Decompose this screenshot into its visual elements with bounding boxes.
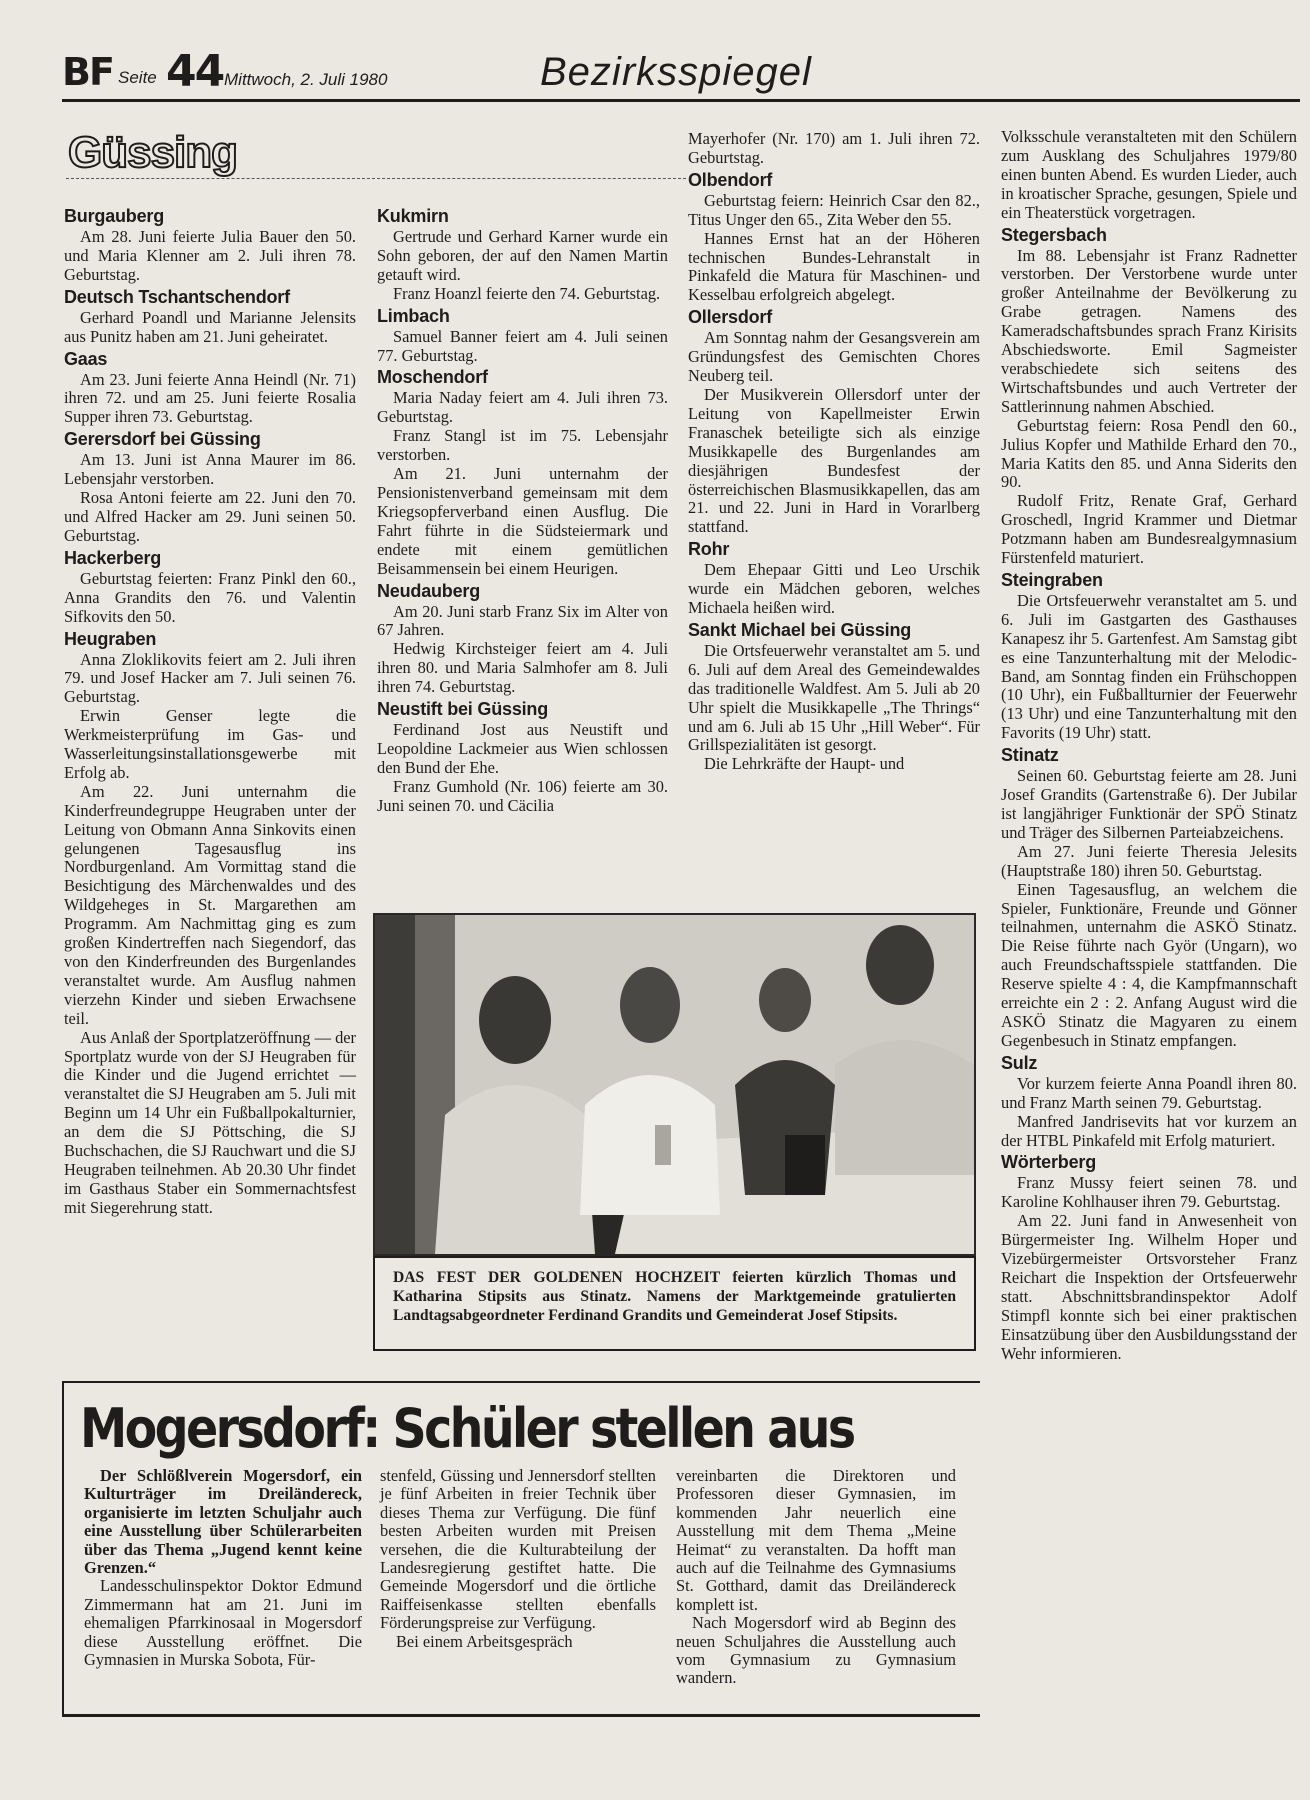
news-item: Rudolf Fritz, Renate Graf, Gerhard Groschedl, Ingrid Krammer und Dietmar Potzmann haben am Bundesrealgymnasium Fürstenfeld maturiert. bbox=[1001, 491, 1297, 568]
news-item: Die Ortsfeuerwehr veranstaltet am 5. und 6. Juli auf dem Areal des Gemeindewaldes das traditionelle Waldfest. Am 5. Juli ab 20 Uhr spielt die Musikkapelle „The Thrings“ und am 6. Juli ab 15 Uhr „Hill Weber“. Für Grillspezialitäten ist gesorgt. bbox=[688, 640, 980, 755]
place-heading: Gerersdorf bei Güssing bbox=[64, 429, 261, 450]
place-heading: Moschendorf bbox=[377, 367, 488, 388]
news-item: Vor kurzem feierte Anna Poandl ihren 80. und Franz Marth seinen 79. Geburtstag. bbox=[1001, 1073, 1297, 1112]
news-item: Franz Mussy feiert seinen 78. und Karoline Kohlhauser ihren 79. Geburtstag. bbox=[1001, 1173, 1297, 1212]
paper-logo: BF bbox=[62, 50, 113, 94]
place-heading: Sulz bbox=[1001, 1052, 1038, 1073]
photo-image bbox=[375, 915, 974, 1254]
place-heading: Heugraben bbox=[64, 628, 157, 649]
article-column-3 bbox=[676, 1467, 956, 1688]
news-item: Am 23. Juni feierte Anna Heindl (Nr. 71) ihren 72. und am 25. Juni feierte Rosalia Supper ihren 73. Geburtstag. bbox=[64, 369, 356, 427]
region-heading: Güssing bbox=[68, 128, 238, 177]
news-item: Geburtstag feiern: Rosa Pendl den 60., Julius Kopfer und Mathilde Erhard den 70., Maria Katits den 85. und Anna Siderits den 90. bbox=[1001, 415, 1297, 492]
place-heading: Neustift bei Güssing bbox=[377, 699, 549, 720]
article-paragraph: Bei einem Arbeitsgespräch bbox=[396, 1631, 573, 1651]
place-heading: Stinatz bbox=[1001, 745, 1059, 766]
news-item: Am 21. Juni unternahm der Pensionistenverband gemeinsam mit dem Kriegsopferverband einen Ausflug. Die Fahrt führte in die Südsteiermark und endete mit einem gemütlichen Beisammensein bei einem Heurigen. bbox=[377, 464, 668, 578]
masthead bbox=[62, 46, 1302, 102]
place-heading: Olbendorf bbox=[688, 169, 773, 190]
section-title: Bezirksspiegel bbox=[540, 50, 812, 94]
news-item: Der Musikverein Ollersdorf unter der Leitung von Kapellmeister Erwin Franaschek beteiligte sich als einzige Musikkapelle des Burgenlandes am diesjährigen Bundesfest der österreichischen Blasmusikkapellen, das am 21. und 22. Juni in Hard in Vorarlberg stattfand. bbox=[688, 384, 980, 537]
news-item: Die Ortsfeuerwehr veranstaltet am 5. und 6. Juli im Gastgarten des Gasthauses Kanapesz ihr 5. Gartenfest. Am Samstag gibt es eine Tanzunterhaltung mit der Melodic-Band, am Sonntag finden ein Frühschoppen (10 Uhr), ein Fußballturnier der Feuerwehr (13 Uhr) und eine Tanzunterhaltung mit den Favorits (19 Uhr) statt. bbox=[1001, 590, 1297, 743]
place-heading: Deutsch Tschantschendorf bbox=[64, 286, 290, 307]
news-item: Franz Gumhold (Nr. 106) feierte am 30. Juni seinen 70. und Cäcilia bbox=[377, 776, 668, 815]
news-item: Anna Zloklikovits feiert am 2. Juli ihren 79. und Josef Hacker am 7. Juli seinen 76. Geburtstag. bbox=[64, 649, 356, 707]
place-heading: Limbach bbox=[377, 305, 450, 326]
article-paragraph: vereinbarten die Direktoren und Professoren dieser Gymnasien, im kommenden Jahr neuerlich eine Ausstellung mit dem Thema „Meine Heimat“ zu veranstalten. Da hofft man auch auf die Teilnahme des Gymnasiums St. Gotthard, damit das Dreiländereck komplett ist. bbox=[676, 1466, 956, 1614]
region-rule bbox=[66, 178, 686, 180]
news-item: Die Lehrkräfte der Haupt- und bbox=[704, 754, 905, 774]
news-item: Aus Anlaß der Sportplatzeröffnung — der Sportplatz wurde von der SJ Heugraben für die Kinder und die Jugend errichtet — veranstaltet die SJ Heugraben am 5. Juli mit Beginn um 14 Uhr ein Fußballpokalturnier, an dem die SJ Pöttsching, die SJ Buchschachen, die SJ Rauchwart und die SJ Heugraben teilnehmen. Ab 20.30 Uhr findet im Gasthaus Staber ein Sommernachtsfest mit Siegerehrung statt. bbox=[64, 1027, 356, 1217]
place-heading: Neudauberg bbox=[377, 580, 481, 601]
place-heading: Gaas bbox=[64, 348, 108, 369]
news-item: Einen Tagesausflug, an welchem die Spieler, Funktionäre, Freunde und Gönner teilnahmen, unternahm die ASKÖ Stinatz. Die Reise führte nach Györ (Ungarn), wo auch Freundschaftsspiele stattfanden. Die Reserve spielte 4 : 4, die Kampfmannschaft erreichte ein 2 : 2. Anfang August wird die ASKÖ Stinatz die Magyaren zu einem Gegenbesuch in Stinatz empfangen. bbox=[1001, 879, 1297, 1050]
news-item: Geburtstag feiern: Heinrich Csar den 82., Titus Unger den 65., Zita Weber den 55. bbox=[688, 190, 980, 229]
place-heading: Hackerberg bbox=[64, 547, 162, 568]
mogersdorf-article bbox=[62, 1381, 980, 1717]
column-3 bbox=[688, 130, 980, 774]
news-item: Erwin Genser legte die Werkmeisterprüfung im Gas- und Wasserleitungsinstallationsgewerbe mit Erfolg ab. bbox=[64, 706, 356, 782]
news-item: Hedwig Kirchsteiger feiert am 4. Juli ihren 80. und Maria Salmhofer am 8. Juli ihren 74. Geburtstag. bbox=[377, 639, 668, 697]
news-item: Seinen 60. Geburtstag feierte am 28. Juni Josef Grandits (Gartenstraße 6). Der Jubilar ist langjähriger Funktionär der SPÖ Stinatz und Träger des Silbernen Parteiabzeichens. bbox=[1001, 766, 1297, 842]
news-item: Gertrude und Gerhard Karner wurde ein Sohn geboren, der auf den Namen Martin getauft wird. bbox=[377, 227, 668, 284]
news-item: Am 28. Juni feierte Julia Bauer den 50. und Maria Klenner am 2. Juli ihren 78. Geburtstag. bbox=[64, 227, 356, 284]
news-item: Dem Ehepaar Gitti und Leo Urschik wurde ein Mädchen geboren, welches Michaela heißen wird. bbox=[688, 560, 980, 618]
news-item: Am 22. Juni fand in Anwesenheit von Bürgermeister Ing. Wilhelm Hoper und Vizebürgermeister Ortsvorsteher Franz Reichart die Inspektion der Ortsfeuerwehr statt. Abschnittsbrandinspektor Adolf Stimpfl konnte sich bei einer praktischen Einsatzübung über den Ausbildungsstand der Wehr informieren. bbox=[1001, 1211, 1297, 1363]
news-item: Am Sonntag nahm der Gesangsverein am Gründungsfest des Gemischten Chores Neuberg teil. bbox=[688, 328, 980, 386]
place-heading: Wörterberg bbox=[1001, 1152, 1097, 1173]
place-heading: Steingraben bbox=[1001, 569, 1103, 590]
news-item: Am 13. Juni ist Anna Maurer im 86. Lebensjahr verstorben. bbox=[64, 450, 356, 489]
news-item: Hannes Ernst hat an der Höheren technischen Bundes-Lehranstalt in Pinkafeld die Matura für Maschinen- und Kesselbau erfolgreich abgelegt. bbox=[688, 228, 980, 305]
news-item: Franz Hoanzl feierte den 74. Geburtstag. bbox=[393, 283, 661, 303]
news-item: Im 88. Lebensjahr ist Franz Radnetter verstorben. Der Verstorbene wurde unter großer Anteilnahme der Bevölkerung zu Grabe getragen. Namens des Kameradschaftsbundes sprach Franz Kirisits Abschiedsworte. Emil Sagmeister verabschiedete sich seitens des Wirtschaftsbundes und auch Vertreter der Sattlerinnung nahmen Abschied. bbox=[1001, 245, 1297, 416]
news-item: Franz Stangl ist im 75. Lebensjahr verstorben. bbox=[377, 426, 668, 465]
column-4 bbox=[1001, 128, 1297, 1363]
article-column-2 bbox=[380, 1467, 656, 1651]
place-heading: Kukmirn bbox=[377, 206, 449, 226]
column-2 bbox=[377, 204, 668, 816]
news-item: Am 22. Juni unternahm die Kinderfreundegruppe Heugraben unter der Leitung von Obmann Anna Sinkovits einen gelungenen Tagesausflug ins Nordburgenland. Am Vormittag stand die Besichtigung des Märchenwaldes und des Wildgeheges in St. Margarethen am Programm. Am Nachmittag ging es zum großen Kindertreffen nach Siegendorf, das von den Kinderfreunden des Burgenlandes veranstaltet wurde. Am Ausflug nahmen vierzehn Kinder und sieben Erwachsene teil. bbox=[64, 781, 356, 1028]
news-item: Manfred Jandrisevits hat vor kurzem an der HTBL Pinkafeld mit Erfolg maturiert. bbox=[1001, 1111, 1297, 1150]
photo-caption: DAS FEST DER GOLDENEN HOCHZEIT feierten kürzlich Thomas und Katharina Stipsits aus Stinatz. Namens der Marktgemeinde gratulierten Landtagsabgeordneter Ferdinand Grandits und Gemeinderat Josef Stipsits. bbox=[373, 1256, 976, 1351]
news-item: Am 20. Juni starb Franz Six im Alter von 67 Jahren. bbox=[377, 601, 668, 640]
article-paragraph: Landesschulinspektor Doktor Edmund Zimmermann hat am 21. Juni im ehemaligen Pfarrkinosaal in Mogersdorf diese Ausstellung eröffnet. Die Gymnasien in Murska Sobota, Für- bbox=[84, 1576, 362, 1670]
news-item: Geburtstag feierten: Franz Pinkl den 60., Anna Grandits den 76. und Valentin Sifkovits den 50. bbox=[64, 568, 356, 626]
article-column-1 bbox=[84, 1467, 362, 1669]
page-number: 44 bbox=[166, 46, 224, 97]
place-heading: Rohr bbox=[688, 539, 730, 560]
news-item: Volksschule veranstalteten mit den Schülern zum Ausklang des Schuljahres 1979/80 einen bunten Abend. Es wurden Lieder, auch in kroatischer Sprache, gesungen, Spiele und ein Theaterstück vorgetragen. bbox=[1001, 127, 1297, 222]
place-heading: Stegersbach bbox=[1001, 224, 1107, 245]
news-item: Rosa Antoni feierte am 22. Juni den 70. und Alfred Hacker am 29. Juni seinen 50. Geburtstag. bbox=[64, 488, 356, 545]
place-heading: Sankt Michael bei Güssing bbox=[688, 619, 912, 640]
news-item: Mayerhofer (Nr. 170) am 1. Juli ihren 72. Geburtstag. bbox=[688, 129, 980, 167]
place-heading: Ollersdorf bbox=[688, 307, 773, 328]
issue-date: Mittwoch, 2. Juli 1980 bbox=[224, 70, 388, 89]
place-heading: Burgauberg bbox=[64, 206, 165, 226]
article-paragraph: Nach Mogersdorf wird ab Beginn des neuen Schuljahres die Ausstellung auch vom Gymnasium zu Gymnasium wandern. bbox=[676, 1613, 956, 1688]
news-item: Maria Naday feiert am 4. Juli ihren 73. Geburtstag. bbox=[377, 388, 668, 427]
article-lead: Der Schlößlverein Mogersdorf, ein Kulturträger im Dreiländereck, organisierte im letzten Schuljahr auch eine Ausstellung über Schülerarbeiten über das Thema „Jugend kennt keine Grenzen.“ bbox=[84, 1466, 362, 1578]
page-label: Seite bbox=[118, 68, 157, 87]
article-headline: Mogersdorf: Schüler stellen aus bbox=[80, 1397, 854, 1460]
column-1 bbox=[64, 204, 356, 1218]
news-photo bbox=[373, 913, 976, 1256]
news-item: Samuel Banner feiert am 4. Juli seinen 77. Geburtstag. bbox=[377, 326, 668, 365]
news-item: Gerhard Poandl und Marianne Jelensits aus Punitz haben am 21. Juni geheiratet. bbox=[64, 307, 356, 346]
header-rule bbox=[62, 99, 1300, 102]
article-paragraph: stenfeld, Güssing und Jennersdorf stellten je fünf Arbeiten in freier Technik über dieses Thema zur Verfügung. Die fünf besten Arbeiten wurden mit Preisen versehen, die die Kulturabteilung der Landesregierung gestiftet hatte. Die Gemeinde Mogersdorf und die örtliche Raiffeisenkasse stellten ebenfalls Förderungspreise zur Verfügung. bbox=[380, 1466, 656, 1633]
news-item: Am 27. Juni feierte Theresia Jelesits (Hauptstraße 180) ihren 50. Geburtstag. bbox=[1001, 841, 1297, 880]
news-item: Ferdinand Jost aus Neustift und Leopoldine Lackmeier aus Wien schlossen den Bund der Ehe. bbox=[377, 720, 668, 777]
